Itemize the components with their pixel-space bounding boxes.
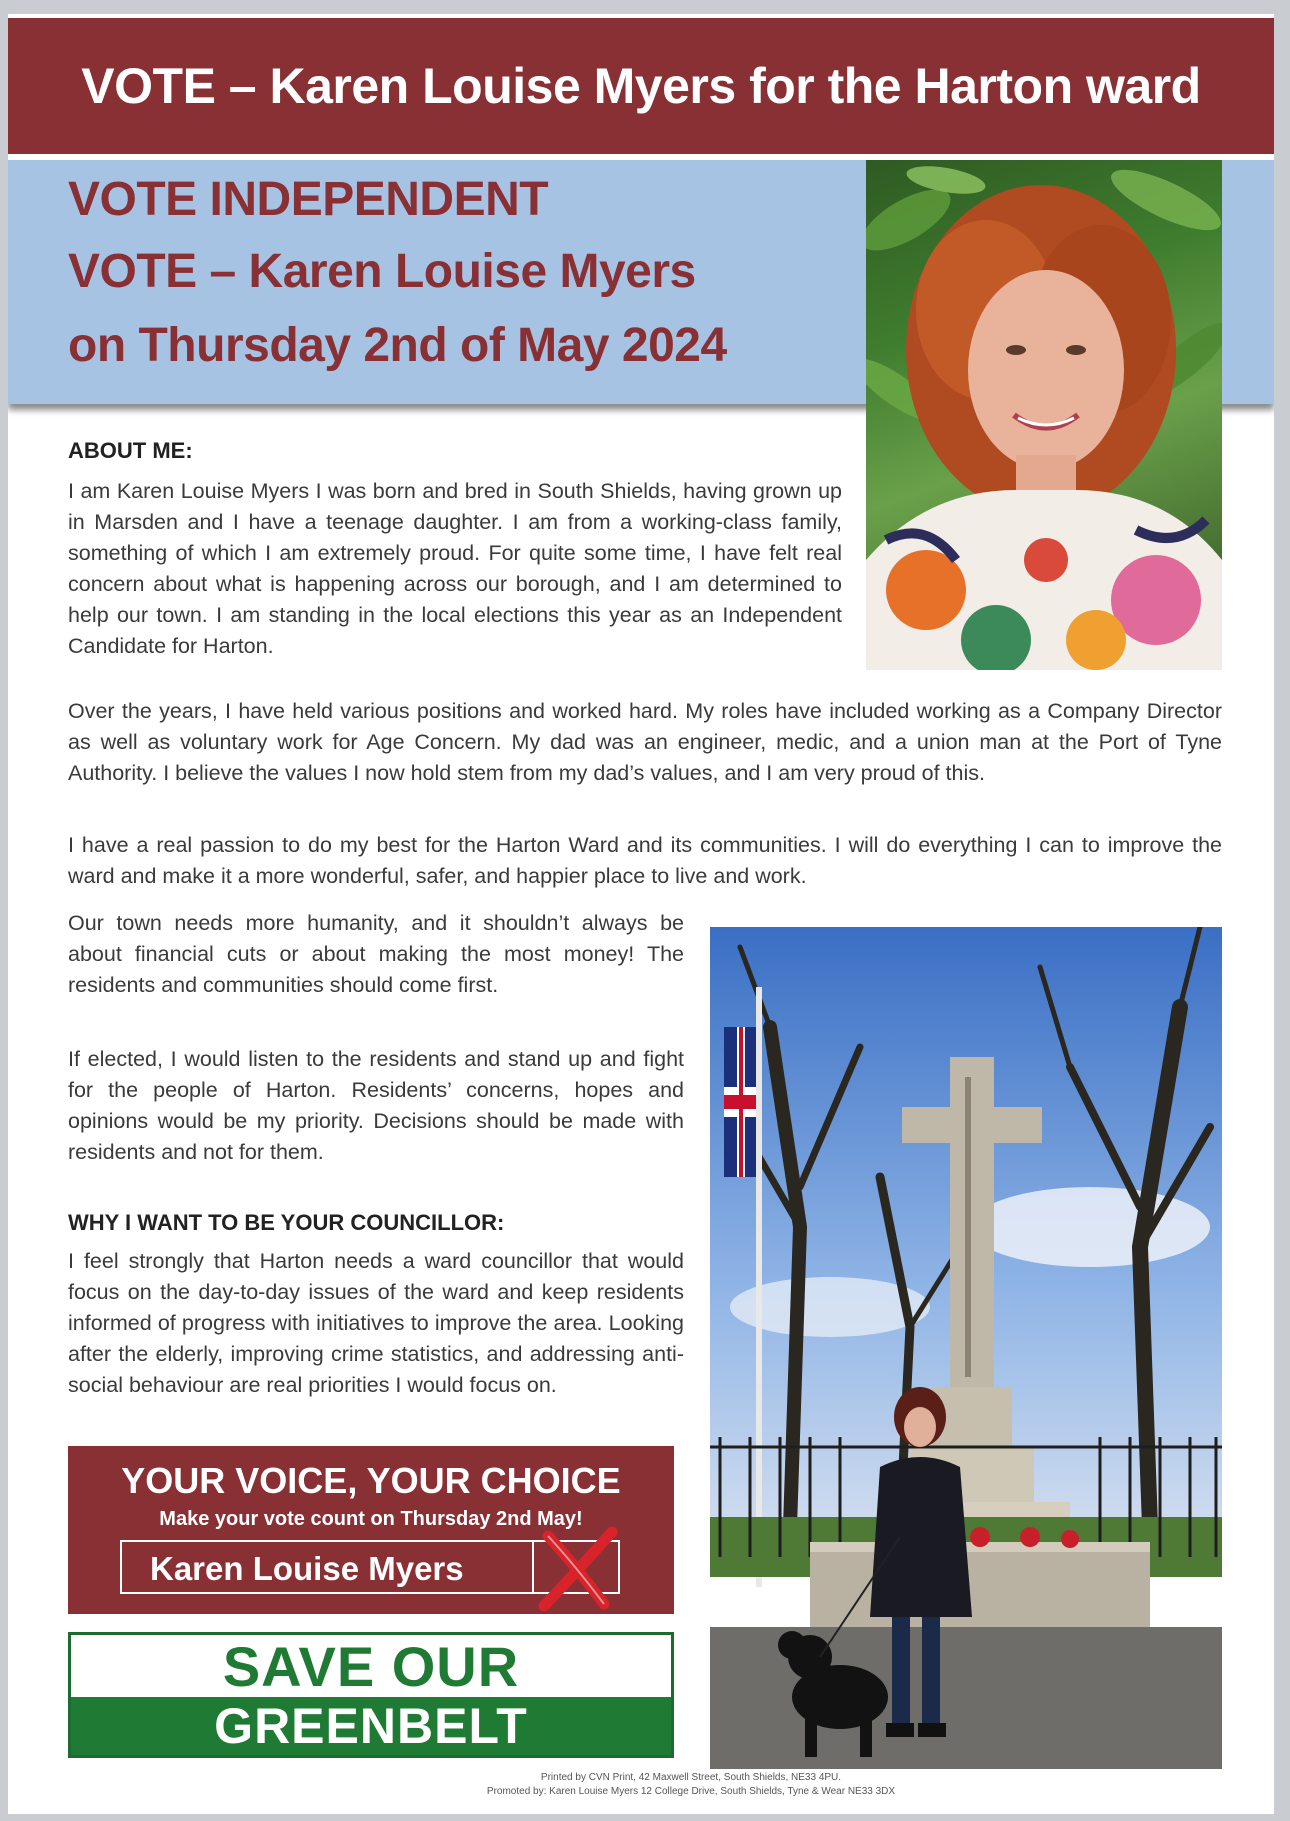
promoted-by-imprint: Promoted by: Karen Louise Myers 12 College Drive, South Shields, Tyne & Wear NE33 3DX (486, 1786, 896, 1797)
about-paragraph-1: I am Karen Louise Myers I was born and bred in South Shields, having grown up in Marsden and I have a teenage daughter. I am from a working-class family, something of which I am extremely proud. For quite some time, I have felt real concern about what is happening across our borough, and I am determined to help our town. I am standing in the local elections this year as an Independent Candidate for Harton. (68, 479, 842, 658)
vote-count-subtitle: Make your vote count on Thursday 2nd May! (159, 1508, 583, 1530)
save-greenbelt-box (68, 1632, 674, 1758)
save-our-text: SAVE OUR (222, 1634, 520, 1698)
your-voice-box (68, 1446, 674, 1614)
vote-date-line: on Thursday 2nd of May 2024 (68, 319, 727, 372)
why-paragraph: I feel strongly that Harton needs a ward councillor that would focus on the day-to-day issues of the ward and keep residents informed of progress with initiatives to improve the area. Looking after the elderly, improving crime statistics, and addressing anti-social behaviour are real priorities I would focus on. (68, 1249, 684, 1397)
candidate-portrait-photo (866, 160, 1222, 670)
about-paragraph-5: If elected, I would listen to the residents and stand up and fight for the people of Harton. Residents’ concerns, hopes and opinions would be my priority. Decisions should be made with residents and not for them. (68, 1047, 684, 1164)
about-paragraph-3: I have a real passion to do my best for the Harton Ward and its communities. I will do everything I can to improve the ward and make it a more wonderful, safer, and happier place to live and work. (68, 833, 1222, 888)
ballot-candidate-name: Karen Louise Myers (150, 1550, 464, 1587)
ballot-strip (120, 1540, 620, 1594)
about-paragraph-2: Over the years, I have held various positions and worked hard. My roles have included working as a Company Director as well as voluntary work for Age Concern. My dad was an engineer, medic, and a union man at the Port of Tyne Authority. I believe the values I now hold stem from my dad’s values, and I am very proud of this. (68, 699, 1222, 785)
about-paragraph-4: Our town needs more humanity, and it shouldn’t always be about financial cuts or about making the most money! The residents and communities should come first. (68, 911, 684, 997)
vote-candidate-line: VOTE – Karen Louise Myers (68, 245, 696, 298)
vote-independent-line: VOTE INDEPENDENT (68, 173, 549, 226)
top-title-banner (8, 18, 1274, 154)
greenbelt-text: GREENBELT (71, 1697, 671, 1755)
your-voice-title: YOUR VOICE, YOUR CHOICE (121, 1460, 621, 1501)
printed-by-imprint: Printed by CVN Print, 42 Maxwell Street, South Shields, NE33 4PU. (540, 1772, 842, 1783)
memorial-photo (710, 927, 1222, 1769)
leaflet-page (8, 14, 1274, 1814)
top-title: VOTE – Karen Louise Myers for the Harton ward (81, 58, 1201, 114)
why-councillor-heading: WHY I WANT TO BE YOUR COUNCILLOR: (68, 1210, 505, 1235)
about-me-heading: ABOUT ME: (68, 438, 193, 463)
ballot-cross-icon (534, 1524, 624, 1614)
